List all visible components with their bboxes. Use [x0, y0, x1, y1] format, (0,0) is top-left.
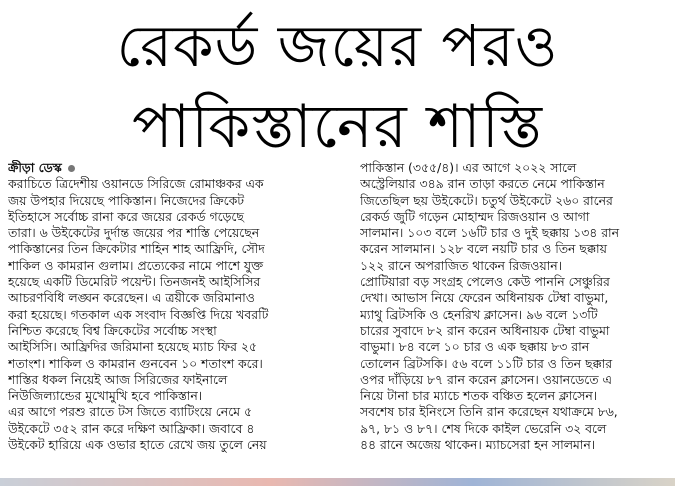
text-line: উইকেট হারিয়ে এক ওভার হাতে রেখে জয় তুলে নেয় — [8, 437, 267, 453]
text-line: ১২২ রানে অপরাজিত থাকেন রিজওয়ান। — [360, 257, 563, 273]
text-line: প্রোটিয়ারা বড় সংগ্রহ পেলেও কেউ পাননি সেঞ্চুরির — [360, 274, 610, 290]
text-line: সালমান। ১০৩ বলে ১৬টি চার ও দুই ছক্কায় ১৩৪ রান — [360, 225, 620, 241]
bullet-icon — [68, 165, 75, 172]
text-line: তারা। ৬ উইকেটের দুর্দান্ত জয়ের পর শাস্তি পেয়েছেন — [8, 225, 260, 241]
text-line: করেন সালমান। ১২৮ বলে নয়টি চার ও তিন ছক্কায় — [360, 241, 607, 257]
text-line: সবশেষ চার ইনিংসে তিনি রান করেছেন যথাক্রমে ৮৬, — [360, 404, 618, 420]
text-line: শাকিল ও কামরান গুলাম। প্রত্যেকের নামে পাশে যুক্ত — [8, 257, 264, 273]
text-line: দেখা। আভাস নিয়ে ফেরেন অধিনায়ক টেম্বা বাভুমা, — [360, 290, 609, 306]
text-line: চারের সুবাদে ৮২ রান করেন অধিনায়ক টেম্বা বাভুমা — [360, 322, 610, 338]
headline-line-1: রেকর্ড জয়ের পরও — [116, 12, 559, 80]
text-line: অস্ট্রেলিয়ার ৩৪৯ রান তাড়া করতে নেমে পাকিস্তান — [360, 176, 605, 192]
text-line: পাকিস্তানের তিন ক্রিকেটার শাহিন শাহ আফ্রিদি, সৌদ — [8, 241, 265, 257]
text-line: তোলেন ব্রিটসকি। ৫৬ বলে ১১টি চার ও তিন ছক্কার — [360, 355, 613, 371]
text-line: জিতেছিল ছয় উইকেটে। চতুর্থ উইকেটে ২৬০ রানের — [360, 192, 613, 208]
text-line: ৯৭, ৮১ ও ৮৭। শেষ দিকে কাইল ভেরেনি ৩২ বলে — [360, 420, 607, 436]
text-line: নিউজিল্যান্ডের মুখোমুখি হবে পাকিস্তান। — [8, 388, 203, 404]
text-line: করাচিতে ত্রিদেশীয় ওয়ানডে সিরিজে রোমাঞ্চকর এক — [8, 176, 264, 192]
text-line: পাকিস্তান (৩৫৫/৪)। এর আগে ২০২২ সালে — [360, 160, 577, 175]
byline: ক্রীড়া ডেস্ক — [8, 160, 62, 175]
text-line: করা হয়েছে। গতকাল এক সংবাদ বিজ্ঞপ্তি দিয়ে খবরটি — [8, 306, 269, 322]
text-line: ৪৪ রানে অজেয় থাকেন। ম্যাচসেরা হন সালমান। — [360, 437, 596, 453]
text-line: এর আগে পরশু রাতে টস জিতে ব্যাটিংয়ে নেমে ৫ — [8, 404, 253, 420]
text-line: ওপর দাঁড়িয়ে ৮৭ রান করেন ক্লাসেন। ওয়ানডেতে এ — [360, 371, 612, 387]
text-line: ইতিহাসে সর্বোচ্চ রানা করে জয়ের রেকর্ড গড়েছে — [8, 208, 244, 224]
article-column-right — [360, 160, 670, 474]
text-line: ম্যাথু ব্রিটসকি ও হেনরিখ ক্লাসেন। ৯৬ বলে ১৩টি — [360, 306, 598, 322]
text-line: নিশ্চিত করেছে বিশ্ব ক্রিকেটের সর্বোচ্চ সংস্থা — [8, 322, 217, 338]
text-line: উইকেটে ৩৫২ রান করে দক্ষিণ আফ্রিকা। জবাবে ৪ — [8, 420, 255, 436]
text-line: শাস্তির ধকল নিয়েই আজ সিরিজের ফাইনালে — [8, 371, 228, 387]
text-line: জয় উপহার দিয়েছে পাকিস্তান। নিজেদের ক্রিকেট — [8, 192, 245, 208]
text-line: হয়েছে একটি ডিমেরিট পয়েন্ট। তিনজনই আইসিসির — [8, 274, 261, 290]
text-line: আচরণবিধি লঙ্ঘন করেছেন। এ ত্রয়ীকে জরিমানাও — [8, 290, 255, 306]
text-line: বাভুমা। ৮৪ বলে ১০ চার ও এক ছক্কায় ৮৩ রান — [360, 339, 590, 355]
text-line: রেকর্ড জুটি গড়েন মোহাম্মদ রিজওয়ান ও আগা — [360, 208, 590, 224]
text-line: নিয়ে টানা চার ম্যাচে শতক বঞ্চিত হলেন ক্লাসেন। — [360, 388, 598, 404]
headline-line-2: পাকিস্তানের শাস্তি — [131, 92, 544, 162]
bottom-photo-strip — [0, 478, 675, 486]
text-line: আইসিসি। আফ্রিদির জরিমানা হয়েছে ম্যাচ ফির ২৫ — [8, 339, 257, 355]
article-column-left — [8, 160, 350, 474]
text-line: শতাংশ। শাকিল ও কামরান গুনবেন ১০ শতাংশ করে। — [8, 355, 263, 371]
byline-row — [8, 160, 350, 176]
